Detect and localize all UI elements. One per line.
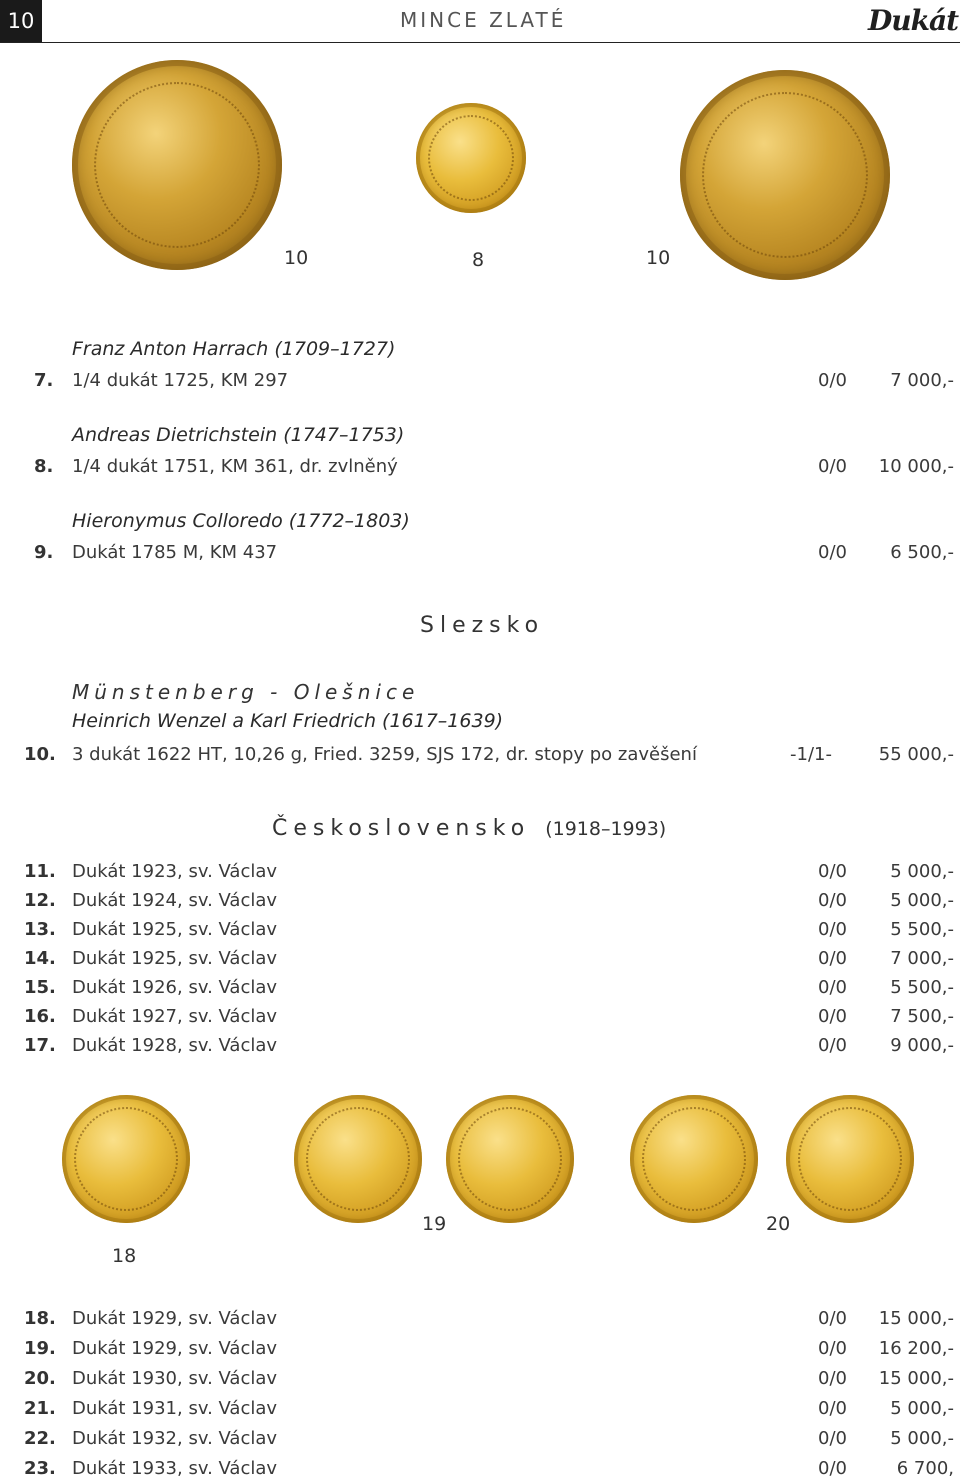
ruler-heading: Hieronymus Colloredo (1772–1803) [72,510,410,532]
entry-number: 18. [24,1308,56,1329]
entry-description: Dukát 1925, sv. Václav [72,919,278,940]
entry-price: 5 500,- [890,977,954,998]
caption-coin-8: 8 [472,249,485,271]
entry-description: Dukát 1930, sv. Václav [72,1368,278,1389]
entry-number: 11. [24,861,56,882]
entry-grade: 0/0 [818,1398,847,1419]
entry-price: 7 000,- [890,370,954,391]
brand-logo: Dukát [868,4,959,37]
caption-coin-10-right: 10 [646,247,671,269]
entry-number: 12. [24,890,56,911]
entry-description: Dukát 1927, sv. Václav [72,1006,278,1027]
entry-number: 19. [24,1338,56,1359]
entry-description: 3 dukát 1622 HT, 10,26 g, Fried. 3259, SJS 172, dr. stopy po zavěšení [72,744,697,765]
entry-number: 22. [24,1428,56,1449]
coin-image-19-obverse [446,1095,574,1223]
ruler-heading: Franz Anton Harrach (1709–1727) [72,338,396,360]
entry-price: 7 000,- [890,948,954,969]
entry-description: Dukát 1923, sv. Václav [72,861,278,882]
caption-coin-20: 20 [766,1213,791,1235]
entry-number: 10. [24,744,56,765]
entry-number: 16. [24,1006,56,1027]
entry-number: 14. [24,948,56,969]
entry-grade: 0/0 [818,456,847,477]
subsection-title: Münstenberg - Olešnice [72,680,420,704]
entry-description: Dukát 1933, sv. Václav [72,1458,278,1479]
entry-description: Dukát 1785 M, KM 437 [72,542,278,563]
entry-grade: 0/0 [818,919,847,940]
page-number: 10 [0,0,42,42]
entry-grade: 0/0 [818,890,847,911]
entry-price: 9 000,- [890,1035,954,1056]
entry-description: 1/4 dukát 1751, KM 361, dr. zvlněný [72,456,398,477]
coin-image-18-reverse [62,1095,190,1223]
entry-number: 21. [24,1398,56,1419]
coin-image-8 [416,103,526,213]
entry-description: 1/4 dukát 1725, KM 297 [72,370,289,391]
entry-price: 16 200,- [878,1338,954,1359]
entry-description: Dukát 1931, sv. Václav [72,1398,278,1419]
entry-description: Dukát 1929, sv. Václav [72,1338,278,1359]
coin-image-10-obverse [72,60,282,270]
coin-image-20-reverse [630,1095,758,1223]
entry-grade: 0/0 [818,1338,847,1359]
entry-price: 15 000,- [878,1368,954,1389]
caption-coin-10-left: 10 [284,247,309,269]
entry-price: 5 000,- [890,861,954,882]
entry-description: Dukát 1932, sv. Václav [72,1428,278,1449]
entry-grade: 0/0 [818,1458,847,1479]
caption-coin-18: 18 [112,1245,137,1267]
entry-price: 5 000,- [890,1398,954,1419]
entry-number: 23. [24,1458,56,1479]
entry-number: 13. [24,919,56,940]
section-title-text: Československo [272,816,531,841]
entry-grade: 0/0 [818,1368,847,1389]
entry-grade: 0/0 [818,1308,847,1329]
entry-number: 17. [24,1035,56,1056]
coin-image-20-obverse [786,1095,914,1223]
entry-grade: -1/1- [790,744,832,765]
entry-grade: 0/0 [818,861,847,882]
entry-grade: 0/0 [818,1428,847,1449]
entry-number: 7. [34,370,54,391]
entry-number: 9. [34,542,54,563]
entry-grade: 0/0 [818,370,847,391]
entry-description: Dukát 1928, sv. Václav [72,1035,278,1056]
entry-description: Dukát 1929, sv. Václav [72,1308,278,1329]
section-years: (1918–1993) [545,818,667,840]
entry-description: Dukát 1925, sv. Václav [72,948,278,969]
coin-image-10-reverse [680,70,890,280]
entry-number: 8. [34,456,54,477]
page-header-title: MINCE ZLATÉ [400,8,567,32]
entry-price: 6 500,- [890,542,954,563]
entry-grade: 0/0 [818,542,847,563]
entry-price: 7 500,- [890,1006,954,1027]
entry-description: Dukát 1926, sv. Václav [72,977,278,998]
caption-coin-19: 19 [422,1213,447,1235]
section-title-slezsko: Slezsko [420,613,545,638]
coin-image-19-reverse [294,1095,422,1223]
entry-number: 15. [24,977,56,998]
entry-grade: 0/0 [818,1035,847,1056]
entry-number: 20. [24,1368,56,1389]
header-divider [0,42,960,43]
entry-price: 5 500,- [890,919,954,940]
entry-price: 6 700, [896,1458,954,1479]
ruler-heading: Heinrich Wenzel a Karl Friedrich (1617–1639) [72,710,504,732]
entry-price: 15 000,- [878,1308,954,1329]
entry-price: 5 000,- [890,890,954,911]
ruler-heading: Andreas Dietrichstein (1747–1753) [72,424,405,446]
entry-price: 5 000,- [890,1428,954,1449]
entry-price: 10 000,- [878,456,954,477]
entry-grade: 0/0 [818,977,847,998]
entry-grade: 0/0 [818,1006,847,1027]
entry-grade: 0/0 [818,948,847,969]
entry-description: Dukát 1924, sv. Václav [72,890,278,911]
section-title-ceskoslovensko [272,816,666,841]
entry-price: 55 000,- [878,744,954,765]
